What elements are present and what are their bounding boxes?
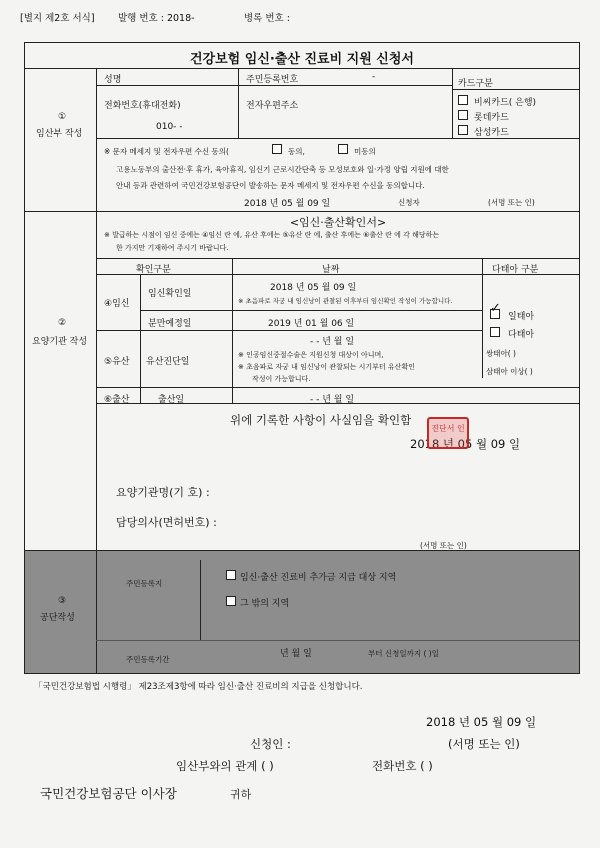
due-date-label: 분만예정일: [148, 319, 192, 329]
option2-label: 그 밖의 지역: [240, 599, 290, 609]
triplets-label: 삼태아 이상( ): [486, 367, 533, 376]
card-bc-checkbox[interactable]: [458, 95, 468, 105]
twins-label: 쌍태아( ): [486, 349, 516, 358]
col-multi-header: 다태아 구분: [492, 265, 539, 275]
multi-checkbox[interactable]: [490, 327, 500, 337]
period-label: 주민등록기간: [126, 655, 170, 664]
consent-text-1: 고용노동부의 출산전·후 휴가, 육아휴직, 임신기 근로시간단축 등 모성보호와 일·가정 양립 지원에 대한: [116, 165, 449, 174]
pregnancy-note: ※ 초음파로 자궁 내 임신낭이 관찰된 이후부터 임신확인 작성이 가능합니다.: [238, 297, 453, 305]
pregnancy-label: ④임신: [104, 299, 130, 309]
consent-text-2: 안내 등과 관련하여 국민건강보험공단이 발송하는 문자 메세지 및 전자우편 수신을 동의합니다.: [116, 181, 425, 190]
card-header: 카드구분: [458, 79, 493, 89]
form-label: [별지 제2호 서식]: [20, 13, 95, 24]
applicant-name-label: 신청인 :: [250, 737, 291, 751]
applicant-sign: (서명 또는 인): [448, 737, 520, 751]
option1-checkbox[interactable]: [226, 570, 236, 580]
due-date-value[interactable]: 2019 년 01 월 06 일: [268, 319, 355, 329]
section3-label: 공단작성: [40, 613, 75, 623]
miscarriage-date[interactable]: - - 년 월 일: [310, 337, 355, 347]
miscarriage-note-3: 작성이 가능합니다.: [252, 375, 311, 383]
consent-sign: (서명 또는 인): [488, 198, 535, 207]
consent-date: 2018 년 05 월 09 일: [244, 199, 331, 209]
birth-label: ⑥출산: [104, 395, 130, 405]
col-confirm-header: 확인구분: [136, 265, 171, 275]
section1-num: ①: [58, 112, 67, 122]
period-from: 부터 신청일까지 ( )일: [368, 649, 439, 658]
phone-value[interactable]: 010- -: [156, 122, 183, 132]
resident-label: 주민등록지: [126, 579, 163, 588]
confirm-text: 위에 기록한 사항이 사실임을 확인함: [230, 413, 412, 427]
consent-no-label: 미동의: [354, 147, 376, 156]
relation-field[interactable]: 임산부와의 관계 ( ): [176, 759, 274, 773]
name-label: 성명: [104, 75, 122, 85]
pregnancy-confirm-label: 임신확인일: [148, 289, 192, 299]
phone-field[interactable]: 전화번호 ( ): [372, 759, 433, 773]
application-date: 2018 년 05 월 09 일: [426, 715, 537, 729]
consent-yes-label: 동의,: [288, 147, 305, 156]
birth-date[interactable]: - - 년 월 일: [310, 395, 355, 405]
card-bc-label: 비씨카드( 은행): [474, 98, 537, 108]
col-date-header: 날짜: [322, 265, 340, 275]
option2-checkbox[interactable]: [226, 596, 236, 606]
issue-note-1: ※ 발급하는 시점이 임신 중에는 ④임신 란 에, 유산 후에는 ⑤유산 란 에, 출산 후에는 ⑥출산 란 에 각 해당하는: [104, 231, 440, 239]
applicant-label: 신청자: [398, 198, 420, 207]
multi-label: 다태아: [508, 330, 535, 340]
section2-num: ②: [58, 318, 67, 328]
doctor-label: 담당의사(면허번호) :: [116, 516, 217, 529]
birth-date-label: 출산일: [158, 395, 185, 405]
card-samsung-label: 삼성카드: [474, 128, 509, 138]
check-mark-icon: ✓: [490, 301, 501, 316]
miscarriage-diag-label: 유산진단일: [146, 357, 190, 367]
issue-note-2: 한 가지만 기재하여 주시기 바랍니다.: [116, 244, 229, 252]
card-samsung-checkbox[interactable]: [458, 125, 468, 135]
confirm-date: 2018 년 05 월 09 일: [410, 437, 521, 451]
section3-num: ③: [58, 596, 67, 606]
section2-label: 요양기관 작성: [32, 337, 88, 347]
honorific: 귀하: [230, 788, 252, 801]
consent-question: ※ 문자 메세지 및 전자우편 수신 동의(: [104, 147, 229, 156]
single-label: 일태아: [508, 312, 535, 322]
miscarriage-note-2: ※ 초음파로 자궁 내 임신낭이 관찰되는 시기부터 유산확인: [238, 363, 415, 371]
form-title: 건강보험 임신·출산 진료비 지원 신청서: [190, 52, 414, 67]
certificate-subtitle: <임신·출산확인서>: [289, 216, 387, 229]
email-label: 전자우편주소: [246, 101, 299, 111]
institution-label: 요양기관명(기 호) :: [116, 486, 210, 499]
period-value[interactable]: 년 월 일: [280, 649, 312, 659]
phone-label: 전화번호(휴대전화): [104, 101, 181, 111]
rrn-dash: -: [372, 72, 376, 82]
consent-yes-checkbox[interactable]: [272, 144, 282, 154]
option1-label: 임신·출산 진료비 추가금 지급 대상 지역: [240, 573, 397, 583]
statute-text: 「국민건강보험법 시행령」 제23조제3항에 따라 임신·출산 진료비의 지급을 신청합니다.: [34, 682, 363, 692]
miscarriage-note-1: ※ 인공임신중절수술은 지원신청 대상이 아니며,: [238, 351, 384, 359]
ward-number: 병록 번호 :: [244, 13, 290, 24]
section1-label: 임산부 작성: [36, 129, 83, 139]
miscarriage-label: ⑤유산: [104, 357, 130, 367]
recipient: 국민건강보험공단 이사장: [40, 786, 177, 801]
card-lotte-label: 롯데카드: [474, 113, 509, 123]
red-stamp: 진단서 인: [427, 417, 469, 449]
consent-no-checkbox[interactable]: [338, 144, 348, 154]
pregnancy-confirm-date[interactable]: 2018 년 05 월 09 일: [270, 283, 357, 293]
card-lotte-checkbox[interactable]: [458, 110, 468, 120]
rrn-label: 주민등록번호: [246, 75, 299, 85]
doctor-sign: (서명 또는 인): [420, 541, 467, 550]
issue-number: 발행 번호 : 2018-: [118, 13, 195, 24]
